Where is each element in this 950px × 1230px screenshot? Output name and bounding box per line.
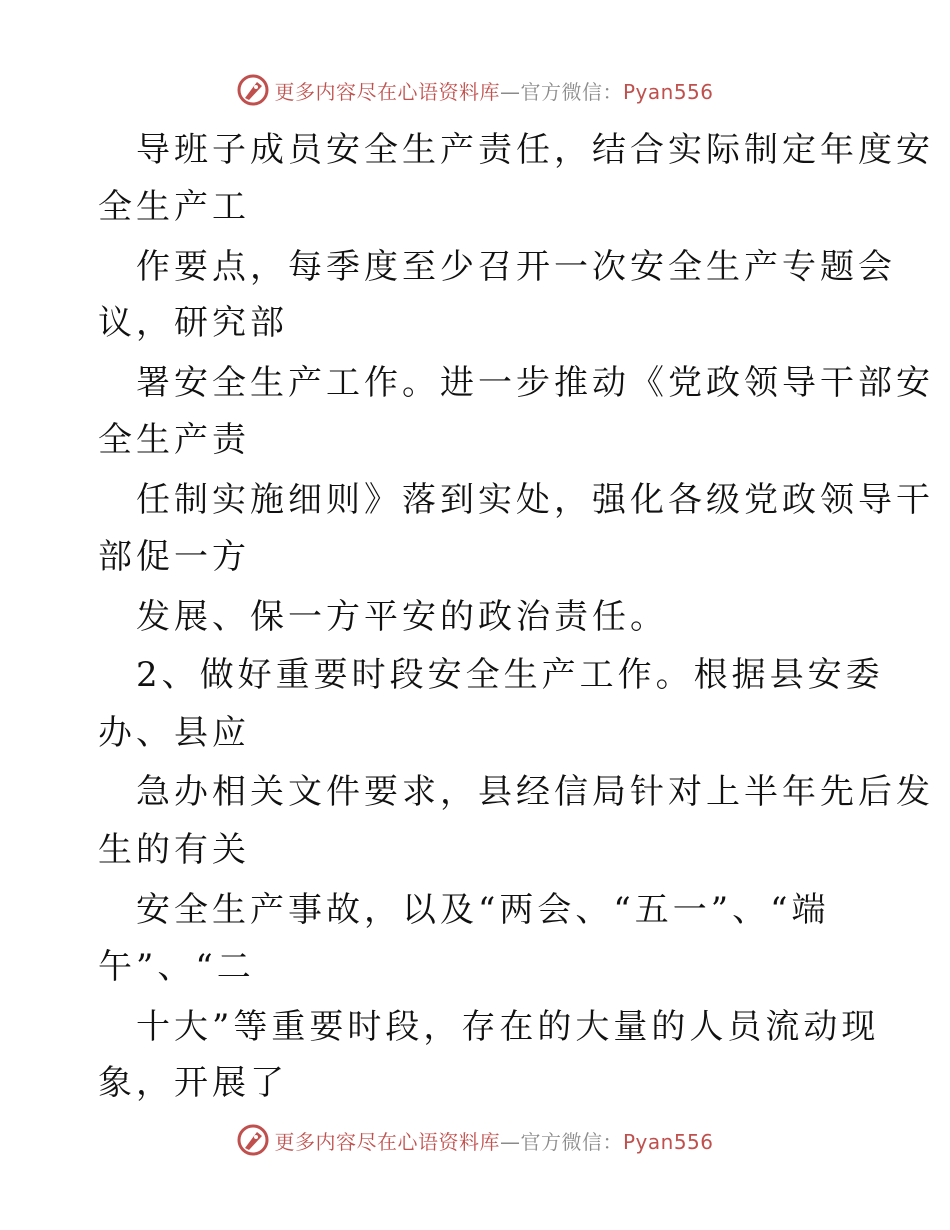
- watermark-id: Pyan556: [622, 1129, 714, 1154]
- text-line: 办、县应: [98, 713, 250, 753]
- pen-nib-icon: [236, 1123, 270, 1157]
- text-line: 急办相关文件要求，县经信局针对上半年先后发: [136, 772, 934, 812]
- watermark-brand: 更多内容尽在心语资料库: [274, 1129, 500, 1154]
- text-line: 午”、“二: [98, 947, 255, 987]
- watermark-id: Pyan556: [622, 79, 714, 104]
- text-line: 任制实施细则》落到实处，强化各级党政领导干: [136, 480, 934, 520]
- text-line: 生的有关: [98, 830, 250, 870]
- text-line: 导班子成员安全生产责任，结合实际制定年度安: [136, 130, 934, 170]
- text-line: 部促一方: [98, 537, 250, 577]
- watermark-brand: 更多内容尽在心语资料库: [274, 79, 500, 104]
- text-line: 作要点，每季度至少召开一次安全生产专题会: [136, 247, 896, 287]
- text-line: 发展、保一方平安的政治责任。: [136, 597, 668, 637]
- footer-watermark: [0, 1120, 950, 1160]
- text-line: 议，研究部: [98, 303, 288, 343]
- text-line: 全生产工: [98, 187, 250, 227]
- text-line: 署安全生产工作。进一步推动《党政领导干部安: [136, 363, 934, 403]
- watermark-dash: —: [499, 1129, 521, 1154]
- text-line: 象，开展了: [98, 1063, 288, 1103]
- watermark-label: 官方微信：: [520, 79, 623, 104]
- watermark-dash: —: [499, 79, 521, 104]
- text-line: 十大”等重要时段，存在的大量的人员流动现: [136, 1007, 880, 1047]
- watermark-label: 官方微信：: [520, 1129, 623, 1154]
- text-line: 全生产责: [98, 420, 250, 460]
- pen-nib-icon: [236, 73, 270, 107]
- header-watermark: [0, 70, 950, 110]
- text-line: 安全生产事故，以及“两会、“五一”、“端: [136, 890, 830, 930]
- text-line: 2、做好重要时段安全生产工作。根据县安委: [136, 655, 884, 695]
